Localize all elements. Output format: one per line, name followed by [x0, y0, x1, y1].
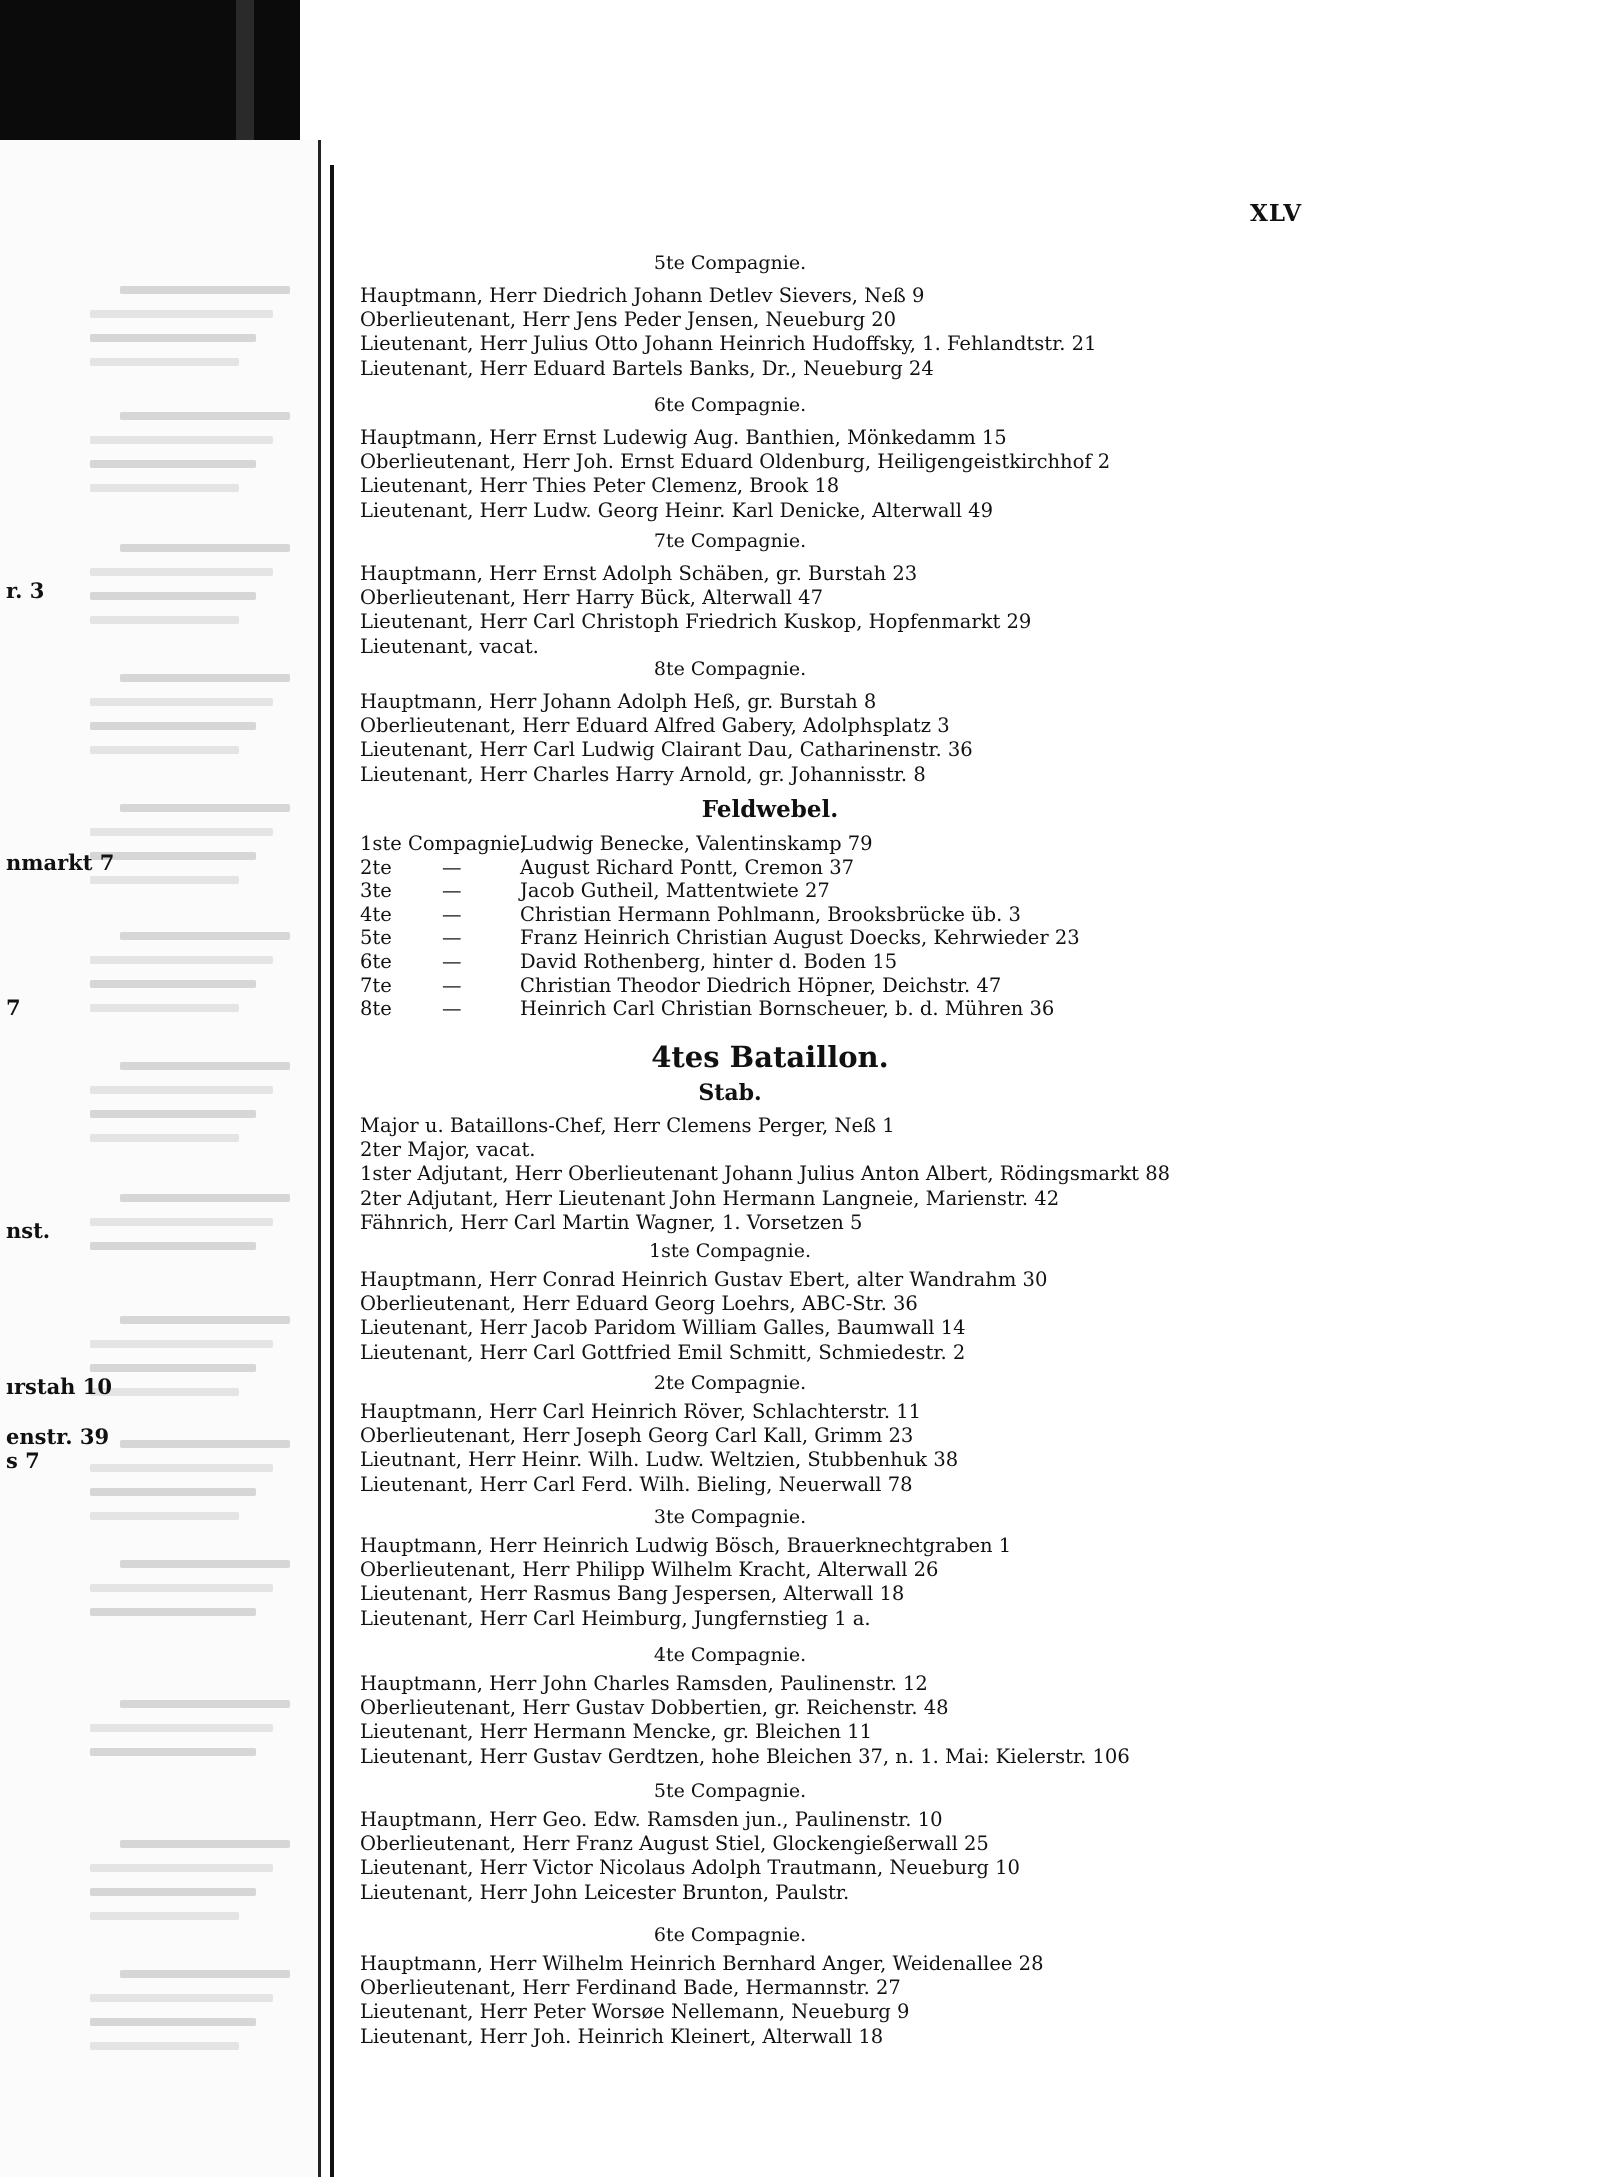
- bleed-line: [90, 1134, 239, 1142]
- feldwebel-dash: —: [442, 855, 462, 879]
- left-page: [0, 140, 321, 2177]
- bleed-line: [90, 616, 239, 624]
- company-heading: 6te Compagnie.: [653, 394, 807, 416]
- left-fragment: ırstah 10: [6, 1374, 112, 1399]
- roster-line: Oberlieutenant, Herr Eduard Alfred Gabery, Adolphsplatz 3: [360, 714, 950, 738]
- bleed-line: [90, 828, 273, 836]
- bleed-line: [90, 334, 256, 342]
- bleed-line: [90, 1364, 256, 1372]
- feldwebel-row: [360, 950, 897, 973]
- bleed-line: [90, 876, 239, 884]
- roster-line: Hauptmann, Herr Conrad Heinrich Gustav Ebert, alter Wandrahm 30: [360, 1268, 1048, 1291]
- bleed-line: [90, 746, 239, 754]
- roster-line: Lieutenant, Herr Victor Nicolaus Adolph Trautmann, Neueburg 10: [360, 1856, 1020, 1880]
- book-fold: [236, 0, 254, 150]
- company-heading: 5te Compagnie.: [653, 1780, 807, 1802]
- roster-line: Lieutenant, Herr Hermann Mencke, gr. Bleichen 11: [360, 1720, 873, 1744]
- bleed-line: [90, 956, 273, 964]
- feldwebel-dash: —: [442, 997, 462, 1021]
- bleed-line: [90, 1218, 273, 1226]
- company-heading: 5te Compagnie.: [653, 252, 807, 274]
- company-heading: 2te Compagnie.: [653, 1372, 807, 1394]
- roster-line: Hauptmann, Herr Ernst Ludewig Aug. Banthien, Mönkedamm 15: [360, 426, 1007, 449]
- feldwebel-heading: Feldwebel.: [701, 796, 839, 823]
- roster-line: Oberlieutenant, Herr Franz August Stiel, Glockengießerwall 25: [360, 1832, 989, 1856]
- roster-line: Lieutenant, Herr Ludw. Georg Heinr. Karl Denicke, Alterwall 49: [360, 498, 993, 522]
- roster-line: Lieutenant, Herr Carl Gottfried Emil Schmitt, Schmiedestr. 2: [360, 1340, 966, 1364]
- bleed-line: [90, 1110, 256, 1118]
- bleed-line: [90, 722, 256, 730]
- bleed-line: [120, 286, 290, 294]
- bleed-line: [90, 1724, 273, 1732]
- roster-line: Lieutenant, Herr Peter Worsøe Nellemann, Neueburg 9: [360, 2000, 910, 2024]
- stab-line: 1ster Adjutant, Herr Oberlieutenant Johann Julius Anton Albert, Rödingsmarkt 88: [360, 1162, 1171, 1186]
- feldwebel-name: August Richard Pontt, Cremon 37: [520, 855, 855, 879]
- bleed-line: [90, 358, 239, 366]
- roster-line: Lieutenant, vacat.: [360, 634, 539, 658]
- roster-line: Oberlieutenant, Herr Harry Bück, Alterwall 47: [360, 586, 823, 610]
- company-heading: 1ste Compagnie.: [648, 1240, 811, 1262]
- roster-line: Oberlieutenant, Herr Eduard Georg Loehrs, ABC-Str. 36: [360, 1292, 918, 1316]
- feldwebel-comp: 8te: [360, 997, 392, 1021]
- feldwebel-comp: 6te: [360, 950, 392, 973]
- roster-line: Oberlieutenant, Herr Joh. Ernst Eduard Oldenburg, Heiligengeistkirchhof 2: [360, 450, 1111, 474]
- feldwebel-dash: —: [442, 902, 462, 926]
- roster-line: Hauptmann, Herr Carl Heinrich Röver, Schlachterstr. 11: [360, 1400, 922, 1423]
- roster-line: Oberlieutenant, Herr Philipp Wilhelm Kracht, Alterwall 26: [360, 1558, 939, 1582]
- bleed-line: [120, 1440, 290, 1448]
- feldwebel-row: [360, 997, 1054, 1020]
- feldwebel-name: Heinrich Carl Christian Bornscheuer, b. d. Mühren 36: [520, 997, 1055, 1021]
- bleed-line: [90, 1864, 273, 1872]
- roster-line: Oberlieutenant, Herr Joseph Georg Carl Kall, Grimm 23: [360, 1424, 914, 1448]
- roster-line: Hauptmann, Herr Ernst Adolph Schäben, gr. Burstah 23: [360, 562, 918, 585]
- company-heading: 8te Compagnie.: [653, 658, 807, 680]
- bleed-line: [120, 1700, 290, 1708]
- feldwebel-name: Franz Heinrich Christian August Doecks, Kehrwieder 23: [520, 926, 1080, 950]
- roster-line: Lieutenant, Herr Julius Otto Johann Heinrich Hudoffsky, 1. Fehlandtstr. 21: [360, 332, 1097, 356]
- left-fragment: s 7: [6, 1448, 40, 1473]
- left-fragment: nmarkt 7: [6, 850, 115, 875]
- bleed-line: [120, 1316, 290, 1324]
- bleed-line: [120, 932, 290, 940]
- feldwebel-name: Ludwig Benecke, Valentinskamp 79: [520, 832, 873, 855]
- bleed-line: [90, 2042, 239, 2050]
- feldwebel-row: [360, 974, 1001, 997]
- bleed-line: [120, 1194, 290, 1202]
- bleed-line: [90, 460, 256, 468]
- bleed-line: [90, 1004, 239, 1012]
- page-number: XLV: [1250, 200, 1303, 227]
- feldwebel-comp: 5te: [360, 926, 392, 950]
- roster-line: Lieutenant, Herr John Leicester Brunton, Paulstr.: [360, 1880, 850, 1904]
- company-heading: 4te Compagnie.: [653, 1644, 807, 1666]
- company-heading: 6te Compagnie.: [653, 1924, 807, 1946]
- roster-line: Hauptmann, Herr John Charles Ramsden, Paulinenstr. 12: [360, 1672, 928, 1695]
- feldwebel-row: [360, 903, 1021, 926]
- feldwebel-comp: 7te: [360, 973, 392, 997]
- bleed-line: [90, 980, 256, 988]
- stab-line: 2ter Adjutant, Herr Lieutenant John Hermann Langneie, Marienstr. 42: [360, 1186, 1060, 1210]
- bleed-line: [90, 592, 256, 600]
- roster-line: Hauptmann, Herr Wilhelm Heinrich Bernhard Anger, Weidenallee 28: [360, 1952, 1044, 1975]
- bleed-line: [90, 2018, 256, 2026]
- feldwebel-row: [360, 879, 830, 902]
- feldwebel-row: [360, 926, 1080, 949]
- roster-line: Hauptmann, Herr Heinrich Ludwig Bösch, Brauerknechtgraben 1: [360, 1534, 1012, 1557]
- roster-line: Lieutenant, Herr Gustav Gerdtzen, hohe Bleichen 37, n. 1. Mai: Kielerstr. 106: [360, 1744, 1130, 1768]
- roster-line: Lieutenant, Herr Carl Heimburg, Jungfernstieg 1 a.: [360, 1606, 871, 1630]
- feldwebel-dash: —: [442, 950, 462, 973]
- bleed-line: [120, 1840, 290, 1848]
- bleed-line: [90, 484, 239, 492]
- feldwebel-dash: —: [442, 926, 462, 950]
- bleed-line: [90, 852, 256, 860]
- left-fragment: r. 3: [6, 578, 45, 603]
- page-edge: [330, 165, 334, 2177]
- roster-line: Lieutenant, Herr Carl Ludwig Clairant Dau, Catharinenstr. 36: [360, 738, 973, 762]
- feldwebel-name: Jacob Gutheil, Mattentwiete 27: [520, 879, 830, 903]
- roster-line: Lieutenant, Herr Carl Ferd. Wilh. Bieling, Neuerwall 78: [360, 1472, 913, 1496]
- feldwebel-comp: 3te: [360, 879, 392, 903]
- roster-line: Lieutenant, Herr Carl Christoph Friedrich Kuskop, Hopfenmarkt 29: [360, 610, 1032, 634]
- roster-line: Lieutenant, Herr Rasmus Bang Jespersen, Alterwall 18: [360, 1582, 905, 1606]
- roster-line: Lieutenant, Herr Charles Harry Arnold, gr. Johannisstr. 8: [360, 762, 926, 786]
- stab-line: 2ter Major, vacat.: [360, 1138, 536, 1162]
- bleed-line: [90, 1888, 256, 1896]
- bleed-line: [90, 568, 273, 576]
- roster-line: Lieutenant, Herr Eduard Bartels Banks, Dr., Neueburg 24: [360, 356, 934, 380]
- feldwebel-comp: 1ste Compagnie,: [360, 832, 527, 855]
- left-fragment: enstr. 39: [6, 1424, 110, 1449]
- feldwebel-comp: 4te: [360, 902, 392, 926]
- left-fragment: nst.: [6, 1218, 51, 1243]
- company-heading: 7te Compagnie.: [653, 530, 807, 552]
- feldwebel-row: [360, 856, 854, 879]
- feldwebel-name: Christian Theodor Diedrich Höpner, Deichstr. 47: [520, 973, 1002, 997]
- bleed-line: [90, 698, 273, 706]
- bleed-line: [90, 436, 273, 444]
- roster-line: Hauptmann, Herr Johann Adolph Heß, gr. Burstah 8: [360, 690, 877, 713]
- roster-line: Hauptmann, Herr Geo. Edw. Ramsden jun., Paulinenstr. 10: [360, 1808, 943, 1831]
- roster-line: Lieutenant, Herr Joh. Heinrich Kleinert, Alterwall 18: [360, 2024, 884, 2048]
- roster-line: Oberlieutenant, Herr Ferdinand Bade, Hermannstr. 27: [360, 1976, 901, 2000]
- bleed-line: [90, 1608, 256, 1616]
- bleed-line: [90, 1464, 273, 1472]
- bleed-line: [90, 1994, 273, 2002]
- roster-line: Oberlieutenant, Herr Jens Peder Jensen, Neueburg 20: [360, 308, 897, 332]
- roster-line: Oberlieutenant, Herr Gustav Dobbertien, gr. Reichenstr. 48: [360, 1696, 949, 1720]
- battalion-heading: 4tes Bataillon.: [651, 1040, 889, 1074]
- bleed-through-text: [0, 140, 318, 2177]
- stab-line: Fähnrich, Herr Carl Martin Wagner, 1. Vorsetzen 5: [360, 1210, 863, 1234]
- feldwebel-name: David Rothenberg, hinter d. Boden 15: [520, 950, 898, 973]
- left-fragment: 7: [6, 995, 21, 1020]
- roster-line: Hauptmann, Herr Diedrich Johann Detlev Sievers, Neß 9: [360, 284, 925, 307]
- stab-line: Major u. Bataillons-Chef, Herr Clemens Perger, Neß 1: [360, 1114, 895, 1137]
- bleed-line: [90, 1488, 256, 1496]
- roster-line: Lieutenant, Herr Thies Peter Clemenz, Brook 18: [360, 474, 840, 498]
- bleed-line: [90, 1584, 273, 1592]
- feldwebel-comp: 2te: [360, 855, 392, 879]
- bleed-line: [90, 1340, 273, 1348]
- scan-background: [0, 0, 300, 150]
- company-heading: 3te Compagnie.: [653, 1506, 807, 1528]
- bleed-line: [90, 1748, 256, 1756]
- roster-line: Lieutnant, Herr Heinr. Wilh. Ludw. Weltzien, Stubbenhuk 38: [360, 1448, 959, 1472]
- stab-heading: Stab.: [698, 1080, 762, 1106]
- bleed-line: [90, 310, 273, 318]
- bleed-line: [120, 1560, 290, 1568]
- bleed-line: [90, 1912, 239, 1920]
- feldwebel-dash: —: [442, 973, 462, 997]
- feldwebel-dash: —: [442, 879, 462, 903]
- feldwebel-name: Christian Hermann Pohlmann, Brooksbrücke üb. 3: [520, 902, 1021, 926]
- roster-line: Lieutenant, Herr Jacob Paridom William Galles, Baumwall 14: [360, 1316, 966, 1340]
- bleed-line: [120, 1970, 290, 1978]
- feldwebel-row: [360, 832, 873, 855]
